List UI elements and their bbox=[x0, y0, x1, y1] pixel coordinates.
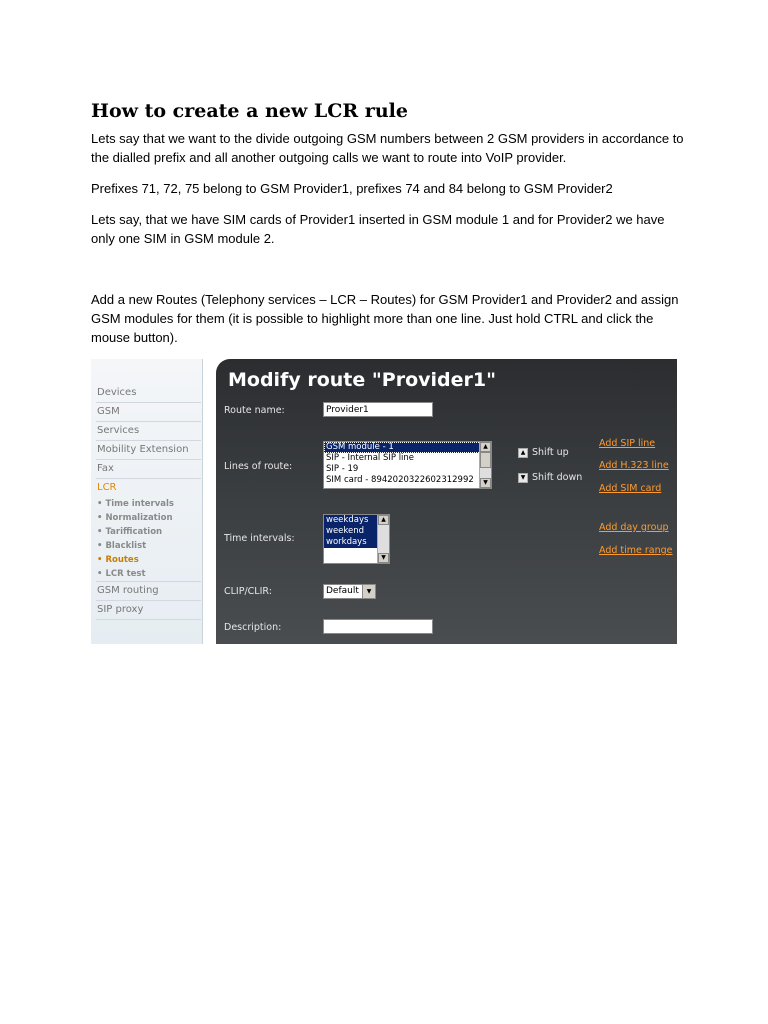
modify-route-panel bbox=[216, 359, 677, 644]
sidebar-subitem-label: LCR test bbox=[105, 569, 146, 579]
shift-up-label: Shift up bbox=[532, 447, 569, 458]
sidebar-subitem-label: Time intervals bbox=[105, 499, 174, 509]
scroll-down-icon[interactable]: ▼ bbox=[480, 478, 491, 488]
sidebar-subitem-lcr-test[interactable] bbox=[96, 567, 201, 582]
add-day-group-link[interactable]: Add day group bbox=[599, 522, 669, 533]
add-sim-card-link[interactable]: Add SIM card bbox=[599, 483, 662, 494]
sidebar-item-lcr[interactable]: LCR bbox=[97, 482, 117, 493]
sidebar-item-fax[interactable]: Fax bbox=[96, 460, 201, 479]
time-intervals-listbox[interactable] bbox=[323, 514, 390, 564]
lines-scrollbar[interactable] bbox=[479, 442, 491, 488]
bullet-icon: • bbox=[97, 541, 103, 551]
clip-clir-select[interactable] bbox=[323, 584, 376, 599]
sidebar-subitem-normalization[interactable] bbox=[96, 511, 201, 525]
lines-option[interactable]: SIM card - 8942020322602312992 bbox=[326, 475, 474, 485]
sidebar-item-mobility-extension[interactable]: Mobility Extension bbox=[96, 441, 201, 460]
sidebar-subitem-label: Tariffication bbox=[105, 527, 163, 537]
lines-option[interactable]: SIP - 19 bbox=[326, 464, 359, 474]
bullet-icon: • bbox=[97, 555, 103, 565]
sim-cards-paragraph: Lets say, that we have SIM cards of Provider1 inserted in GSM module 1 and for Provider2 we have only one SIM in GSM module 2. bbox=[91, 212, 665, 246]
bullet-icon: • bbox=[97, 569, 103, 579]
sidebar-item-gsm-routing[interactable]: GSM routing bbox=[96, 582, 201, 601]
bullet-icon: • bbox=[97, 527, 103, 537]
clip-clir-label: CLIP/CLIR: bbox=[224, 586, 272, 597]
scroll-down-icon[interactable]: ▼ bbox=[378, 553, 389, 563]
scroll-thumb[interactable] bbox=[480, 452, 491, 468]
sidebar-subitem-blacklist[interactable] bbox=[96, 539, 201, 553]
clip-clir-value: Default bbox=[326, 586, 359, 596]
route-name-input[interactable]: Provider1 bbox=[323, 402, 433, 417]
time-intervals-scrollbar[interactable] bbox=[377, 515, 389, 563]
shift-down-button[interactable] bbox=[518, 472, 582, 483]
time-intervals-label: Time intervals: bbox=[224, 533, 295, 544]
description-label: Description: bbox=[224, 622, 282, 633]
shift-down-label: Shift down bbox=[532, 472, 583, 483]
arrow-down-icon: ▼ bbox=[518, 473, 528, 483]
time-interval-option[interactable]: weekend bbox=[324, 526, 389, 537]
scroll-up-icon[interactable]: ▲ bbox=[480, 442, 491, 452]
sidebar-subitem-tariffication[interactable] bbox=[96, 525, 201, 539]
sidebar-subitem-label: Blacklist bbox=[105, 541, 147, 551]
page-title: How to create a new LCR rule bbox=[91, 100, 408, 122]
lines-of-route-label: Lines of route: bbox=[224, 461, 293, 472]
scroll-up-icon[interactable]: ▲ bbox=[378, 515, 389, 525]
add-h323-line-link[interactable]: Add H.323 line bbox=[599, 460, 669, 471]
lines-option[interactable]: SIP - Internal SIP line bbox=[326, 453, 415, 463]
add-routes-paragraph: Add a new Routes (Telephony services – LCR – Routes) for GSM Provider1 and Provider2 and assign GSM modules for them (it is possible to highlight more than one line. Just hold CTRL and click the mouse button). bbox=[91, 292, 679, 345]
intro-paragraph: Lets say that we want to the divide outgoing GSM numbers between 2 GSM providers in accordance to the dialled prefix and all another outgoing calls we want to route into VoIP provider. bbox=[91, 131, 684, 165]
sidebar-subitem-time-intervals[interactable] bbox=[96, 497, 201, 511]
sidebar-item-services[interactable]: Services bbox=[96, 422, 201, 441]
arrow-up-icon: ▲ bbox=[518, 448, 528, 458]
add-time-range-link[interactable]: Add time range bbox=[599, 545, 673, 556]
route-name-label: Route name: bbox=[224, 405, 285, 416]
shift-up-button[interactable] bbox=[518, 447, 569, 458]
bullet-icon: • bbox=[97, 513, 103, 523]
sidebar-subitem-label: Normalization bbox=[105, 513, 173, 523]
sidebar bbox=[91, 359, 203, 644]
prefixes-paragraph: Prefixes 71, 72, 75 belong to GSM Provider1, prefixes 74 and 84 belong to GSM Provider2 bbox=[91, 181, 613, 196]
add-sip-line-link[interactable]: Add SIP line bbox=[599, 438, 656, 449]
sidebar-subitem-routes[interactable] bbox=[96, 553, 201, 567]
description-input[interactable] bbox=[323, 619, 433, 634]
sidebar-item-sip-proxy[interactable]: SIP proxy bbox=[96, 601, 201, 620]
lines-option[interactable]: GSM module - 1 bbox=[324, 442, 491, 453]
sidebar-item-devices[interactable]: Devices bbox=[96, 384, 201, 403]
dropdown-arrow-icon[interactable]: ▼ bbox=[362, 585, 375, 598]
time-interval-option[interactable]: weekdays bbox=[324, 515, 389, 526]
sidebar-item-gsm[interactable]: GSM bbox=[96, 403, 201, 422]
sidebar-nav bbox=[96, 384, 201, 620]
bullet-icon: • bbox=[97, 499, 103, 509]
time-interval-option[interactable]: workdays bbox=[324, 537, 389, 548]
route-screenshot bbox=[91, 359, 677, 644]
panel-title: Modify route "Provider1" bbox=[228, 369, 496, 391]
lines-of-route-listbox[interactable] bbox=[323, 441, 492, 489]
sidebar-subitem-label: Routes bbox=[105, 555, 139, 565]
